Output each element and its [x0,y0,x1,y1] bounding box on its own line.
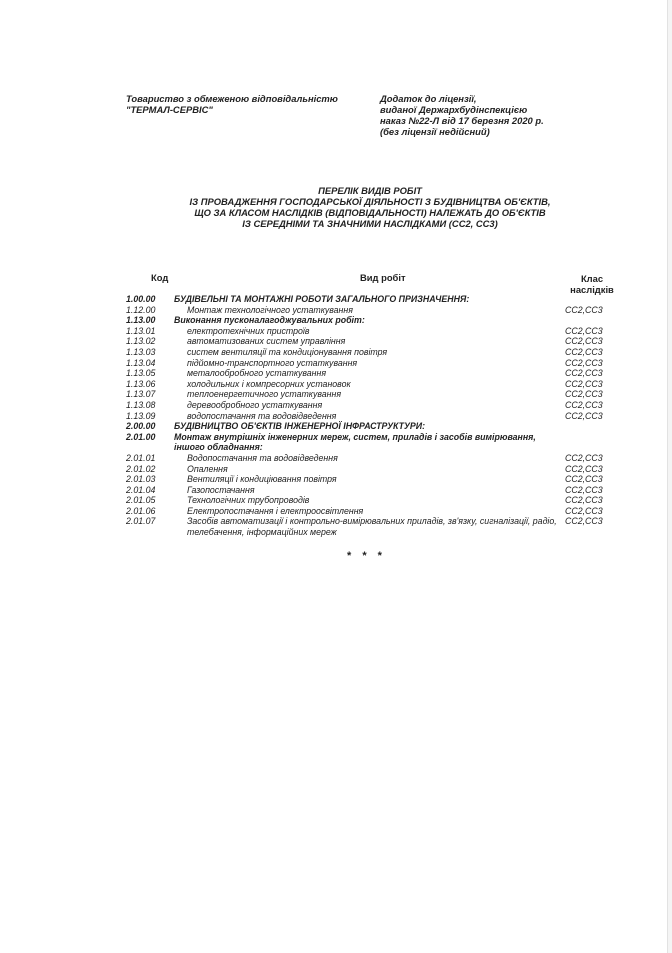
title-line-4: ІЗ СЕРЕДНІМИ ТА ЗНАЧНИМИ НАСЛІДКАМИ (СС2, СС3) [242,218,498,229]
row-code: 1.13.09 [126,410,156,421]
row-code: 1.13.06 [126,378,156,389]
row-code: 1.13.03 [126,346,156,357]
table-row [0,464,667,475]
table-row [0,432,667,453]
column-header-class [556,273,628,295]
row-work-description: холодильних і компресорних установок [187,378,351,389]
row-work-description: електротехнічних пристроїв [187,325,310,336]
row-code: 1.13.02 [126,336,156,347]
row-code: 1.13.08 [126,399,156,410]
table-row [0,516,667,537]
row-work-description: БУДІВЕЛЬНІ ТА МОНТАЖНІ РОБОТИ ЗАГАЛЬНОГО ПРИЗНАЧЕННЯ: [174,294,470,304]
row-code: 2.01.04 [126,484,156,495]
license-appendix-block [380,93,544,137]
row-work-description: водопостачання та водовідведення [187,410,337,421]
row-work-description: Вентиляції і кондиціювання повітря [187,474,337,485]
table-row [0,336,667,347]
appendix-line-2: виданої Держархбудінспекцією [380,104,528,115]
row-consequence-class: СС2,СС3 [565,368,603,379]
row-work-description: Газопостачання [187,484,255,495]
company-name: "ТЕРМАЛ-СЕРВІС" [126,104,213,115]
table-row [0,358,667,369]
row-code: 2.01.02 [126,463,156,474]
appendix-line-4: (без ліцензії недійсний) [380,126,490,137]
row-work-description: Технологічних трубопроводів [187,495,310,506]
table-row [0,474,667,485]
table-row [0,400,667,411]
row-consequence-class: СС2,СС3 [565,378,603,389]
table-row [0,305,667,316]
row-work-description: металообробного устаткування [187,368,327,379]
row-code: 1.12.00 [126,304,156,315]
row-work-description: теплоенергетичного устаткування [187,389,342,400]
table-row [0,453,667,464]
row-consequence-class: СС2,СС3 [565,452,603,463]
table-row [0,315,667,326]
row-consequence-class: СС2,СС3 [565,304,603,315]
row-work-description: деревообробного устаткування [187,399,323,410]
row-work-description: Водопостачання та водовідведення [187,452,338,463]
company-type: Товариство з обмеженою відповідальністю [126,93,338,104]
appendix-line-3: наказ №22-Л від 17 березня 2020 р. [380,115,544,126]
table-row [0,379,667,390]
row-code: 1.13.07 [126,389,156,400]
row-code: 2.00.00 [126,421,156,432]
end-marker: * * * [347,550,386,562]
row-consequence-class: СС2,СС3 [565,389,603,400]
row-consequence-class: СС2,СС3 [565,410,603,421]
column-header-class-line-2: наслідків [570,284,614,295]
row-work-description: автоматизованих систем управління [187,336,346,347]
row-consequence-class: СС2,СС3 [565,336,603,347]
row-consequence-class: СС2,СС3 [565,357,603,368]
table-row [0,326,667,337]
row-consequence-class: СС2,СС3 [565,484,603,495]
row-consequence-class: СС2,СС3 [565,399,603,410]
column-header-code: Код [151,272,169,283]
company-block [126,93,338,115]
table-row [0,294,667,305]
table-row [0,347,667,358]
appendix-line-1: Додаток до ліцензії, [380,93,477,104]
title-line-3: ЩО ЗА КЛАСОМ НАСЛІДКІВ (ВІДПОВІДАЛЬНОСТІ) НАЛЕЖАТЬ ДО ОБ'ЄКТІВ [194,207,546,218]
row-code: 1.13.00 [126,315,156,326]
row-consequence-class: СС2,СС3 [565,505,603,516]
row-work-description: Опалення [187,463,228,474]
row-consequence-class: СС2,СС3 [565,474,603,485]
row-consequence-class: СС2,СС3 [565,463,603,474]
row-work-description: підйомно-транспортного устаткування [187,357,358,368]
row-work-description: Електропостачання і електроосвітлення [187,505,364,516]
row-consequence-class: СС2,СС3 [565,325,603,336]
row-work-description: систем вентиляції та кондиціонування повітря [187,346,388,357]
table-row [0,506,667,517]
table-row [0,495,667,506]
table-row [0,389,667,400]
table-row [0,368,667,379]
row-code: 1.00.00 [126,294,156,304]
title-line-2: ІЗ ПРОВАДЖЕННЯ ГОСПОДАРСЬКОЇ ДІЯЛЬНОСТІ З БУДІВНИЦТВА ОБ'ЄКТІВ, [189,196,551,207]
row-code: 2.01.07 [126,516,156,527]
row-code: 1.13.05 [126,368,156,379]
column-header-class-line-1: Клас [580,273,604,284]
row-code: 2.01.05 [126,495,156,506]
table-row [0,411,667,422]
row-work-description: БУДІВНИЦТВО ОБ'ЄКТІВ ІНЖЕНЕРНОЇ ІНФРАСТРУКТУРИ: [174,421,426,432]
table-row [0,485,667,496]
row-work-description: Засобів автоматизації і контрольно-вимірювальних приладів, зв'язку, сигналізації, радіо, телебачення, інформаційних мереж [187,516,557,538]
column-header-work: Вид робіт [360,272,406,283]
row-code: 2.01.06 [126,505,156,516]
row-code: 1.13.04 [126,357,156,368]
row-code: 2.01.03 [126,474,156,485]
title-line-1: ПЕРЕЛІК ВИДІВ РОБІТ [318,185,422,196]
row-work-description: Виконання пусконалагоджувальних робіт: [174,315,365,326]
row-code: 2.01.00 [126,431,156,442]
row-consequence-class: СС2,СС3 [565,495,603,506]
row-code: 1.13.01 [126,325,156,336]
row-work-description: Монтаж внутрішніх інженерних мереж, систем, приладів і засобів вимірювання, іншого обладнання: [174,431,536,453]
row-consequence-class: СС2,СС3 [565,516,603,527]
row-work-description: Монтаж технологічного устаткування [187,304,353,315]
table-row [0,421,667,432]
row-code: 2.01.01 [126,452,156,463]
row-consequence-class: СС2,СС3 [565,346,603,357]
document-title [150,185,590,229]
works-table [0,294,667,538]
